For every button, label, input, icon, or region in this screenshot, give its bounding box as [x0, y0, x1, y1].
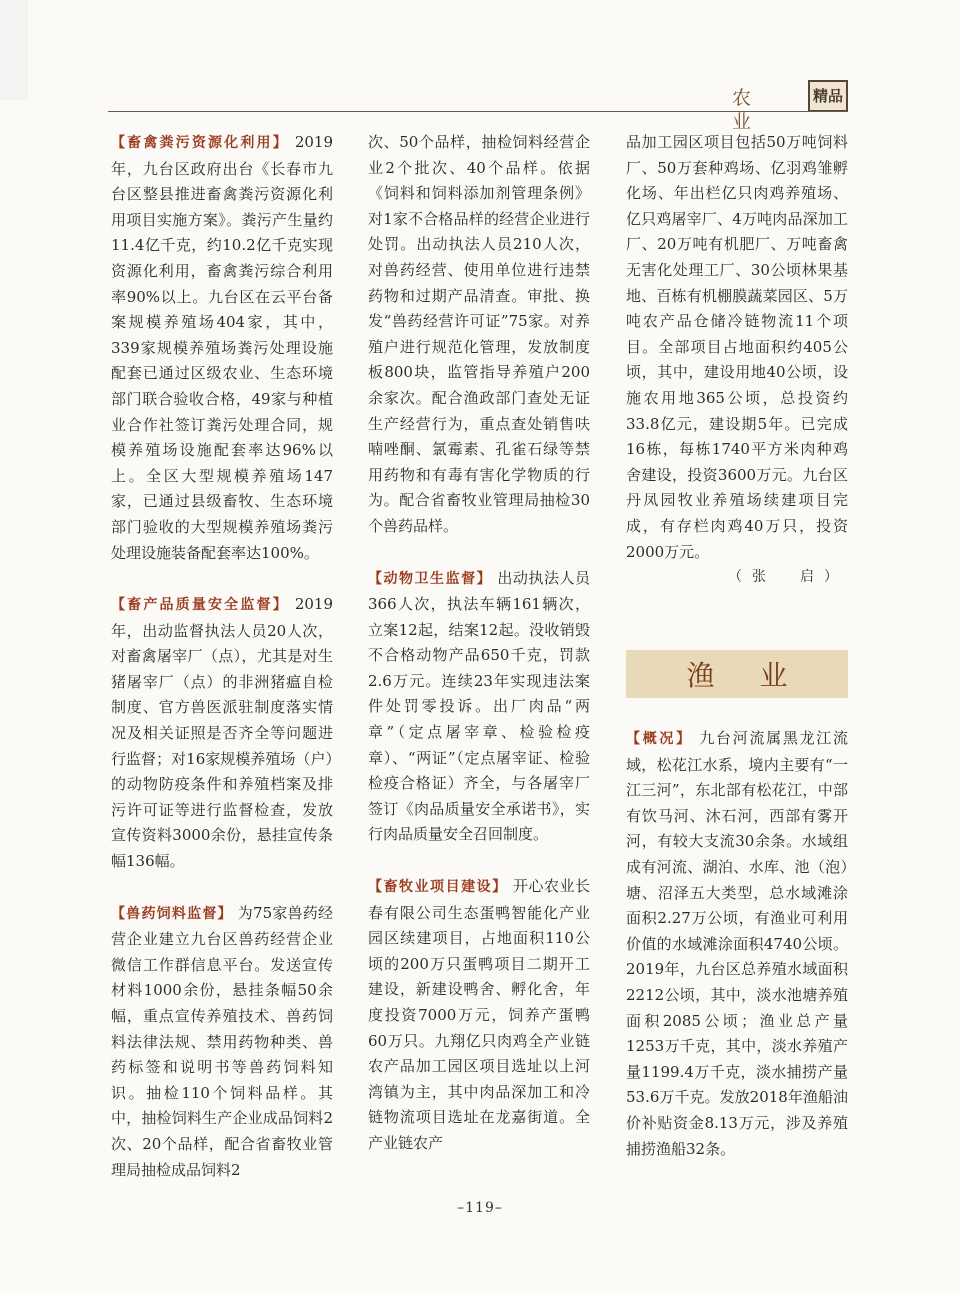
body-vet-feed-continued: 次、50个品样，抽检饲料经营企业2个批次、40个品样。依据《饲料和饲料添加剂管理条例》对1家不合格品样的经营企业进行处罚。出动执法人员210人次，对兽药经营、使用单位进行违禁药物和过期产品清查。审批、换发“兽药经营许可证”75家。对养殖户进行规范化管理，发放制度板800块，监管指导养殖户200余家次。配合渔政部门查处无证生产经营行为，重点查处销售呋喃唑酮、氯霉素、孔雀石绿等禁用药物和有毒有害化学物质的行为。配合省畜牧业管理局抽检30个兽药品样。	[368, 133, 590, 535]
heading-fishery-overview: 【概况】	[626, 731, 693, 747]
paragraph-projects-continued	[626, 130, 848, 565]
heading-animal-health: 【动物卫生监督】	[368, 570, 493, 587]
body-vet-feed-supervision: 为75家兽药经营企业建立九台区兽药经营企业微信工作群信息平台。发送宣传材料1000余份，悬挂条幅50余幅，重点宣传养殖技术、兽药饲料法律法规、禁用药物种类、兽药标签和说明书等兽药饲料知识。抽检110个饲料品样。其中，抽检饲料生产企业成品饲料2次、20个品样，配合省畜牧业管理局抽检成品饲料2	[111, 903, 334, 1179]
body-projects-continued: 品加工园区项目包括50万吨饲料厂、50万套种鸡场、亿羽鸡雏孵化场、年出栏亿只肉鸡养殖场、亿只鸡屠宰厂、4万吨肉品深加工厂、20万吨有机肥厂、万吨畜禽无害化处理工厂、30公顷林果基地、百栋有机棚膜蔬菜园区、5万吨农产品仓储冷链物流11个项目。全部项目占地面积约405公顷，其中，建设用地40公顷，设施农用地365公顷，总投资约33.8亿元，建设期5年。已完成16栋，每栋1740平方米肉种鸡舍建设，投资3600万元。九台区丹凤园牧业养殖场续建项目完成，有存栏肉鸡40万只，投资2000万元。	[626, 133, 848, 561]
author-signature: （张 启）	[728, 569, 848, 586]
body-animal-health: 出动执法人员366人次，执法车辆161辆次，立案12起，结案12起。没收销毁不合格动物产品650千克，罚款2.6万元。连续23年实现违法案件处罚零投诉。出厂肉品“两章”（定点屠宰章、检验检疫章）、“两证”（定点屠宰证、检验检疫合格证）齐全，与各屠宰厂签订《肉品质量安全承诺书》，实行肉品质量安全召回制度。	[368, 568, 590, 844]
running-header-section: 农 业	[732, 87, 778, 133]
body-fishery-overview: 九台河流属黑龙江流域，松花江水系，境内主要有“一江三河”，东北部有松花江，中部有饮马河、沐石河，西部有雾开河，有较大支流30余条。水域组成有河流、湖泊、水库、池（泡）塘、沼泽五大类型，总水域滩涂面积2.27万公顷，有渔业可利用价值的水域滩涂面积4740公顷。2019年，九台区总养殖水域面积2212公顷，其中，淡水池塘养殖面积2085公顷；渔业总产量1253万千克，其中，淡水养殖产量1199.4万千克，淡水捕捞产量53.6万千克。发放2018年渔船油价补贴资金8.13万元，涉及养殖捕捞渔船32条。	[626, 729, 848, 1158]
section-title-band	[626, 650, 848, 698]
header-rule	[108, 111, 848, 112]
heading-vet-feed-supervision: 【兽药饲料监督】	[111, 905, 233, 922]
heading-livestock-projects: 【畜牧业项目建设】	[368, 879, 508, 896]
paragraph-manure-utilization	[111, 130, 333, 566]
heading-manure-utilization: 【畜禽粪污资源化利用】	[111, 135, 289, 151]
body-livestock-projects: 开心农业长春有限公司生态蛋鸭智能化产业园区续建项目，占地面积110公顷的200万只蛋鸭项目二期开工建设，新建设鸭舍、孵化舍，年度投资7000万元，饲养产蛋鸭60万只。九翔亿只肉鸡全产业链农产品加工园区项目选址以上河湾镇为主，其中肉品深加工和冷链物流项目选址在龙嘉街道。全产业链农产	[368, 877, 590, 1152]
body-manure-utilization: 2019年，九台区政府出台《长春市九台区整县推进畜禽粪污资源化利用项目实施方案》。粪污产生量约11.4亿千克，约10.2亿千克实现资源化利用，畜禽粪污综合利用率90%以上。九台区在云平台备案规模养殖场404家，其中，339家规模养殖场粪污处理设施配套已通过区级农业、生态环境部门联合验收合格，49家与种植业合作社签订粪污处理合同，规模养殖场设施配套率达96%以上。全区大型规模养殖场147家，已通过县级畜牧、生态环境部门验收的大型规模养殖场粪污处理设施装备配套率达100%。	[111, 133, 333, 562]
paragraph-animal-health	[368, 566, 590, 849]
paragraph-fishery-overview	[626, 726, 848, 1162]
paragraph-vet-feed-continued	[368, 130, 590, 540]
text-column-3	[626, 130, 848, 591]
header-seal-logo: 精品	[808, 80, 848, 112]
page-number: –119–	[457, 1200, 503, 1216]
paragraph-vet-feed-supervision	[111, 901, 333, 1184]
paragraph-livestock-quality	[111, 592, 333, 875]
paragraph-livestock-projects	[368, 874, 590, 1157]
section-title-fishery: 渔 业	[686, 659, 806, 692]
text-column-1	[111, 130, 333, 1183]
page-corner-shade	[0, 0, 28, 100]
body-livestock-quality: 2019年，出动监督执法人员20人次，对畜禽屠宰厂（点），尤其是对生猪屠宰厂（点）的非洲猪瘟自检制度、官方兽医派驻制度落实情况及相关证照是否齐全等问题进行监督；对16家规模养殖场（户）的动物防疫条件和养殖档案及排污许可证等进行监督检查，发放宣传资料3000余份，悬挂宣传条幅136幅。	[111, 595, 333, 871]
heading-livestock-quality: 【畜产品质量安全监督】	[111, 597, 289, 614]
text-column-3-lower	[626, 726, 848, 1162]
text-column-2	[368, 130, 590, 1157]
